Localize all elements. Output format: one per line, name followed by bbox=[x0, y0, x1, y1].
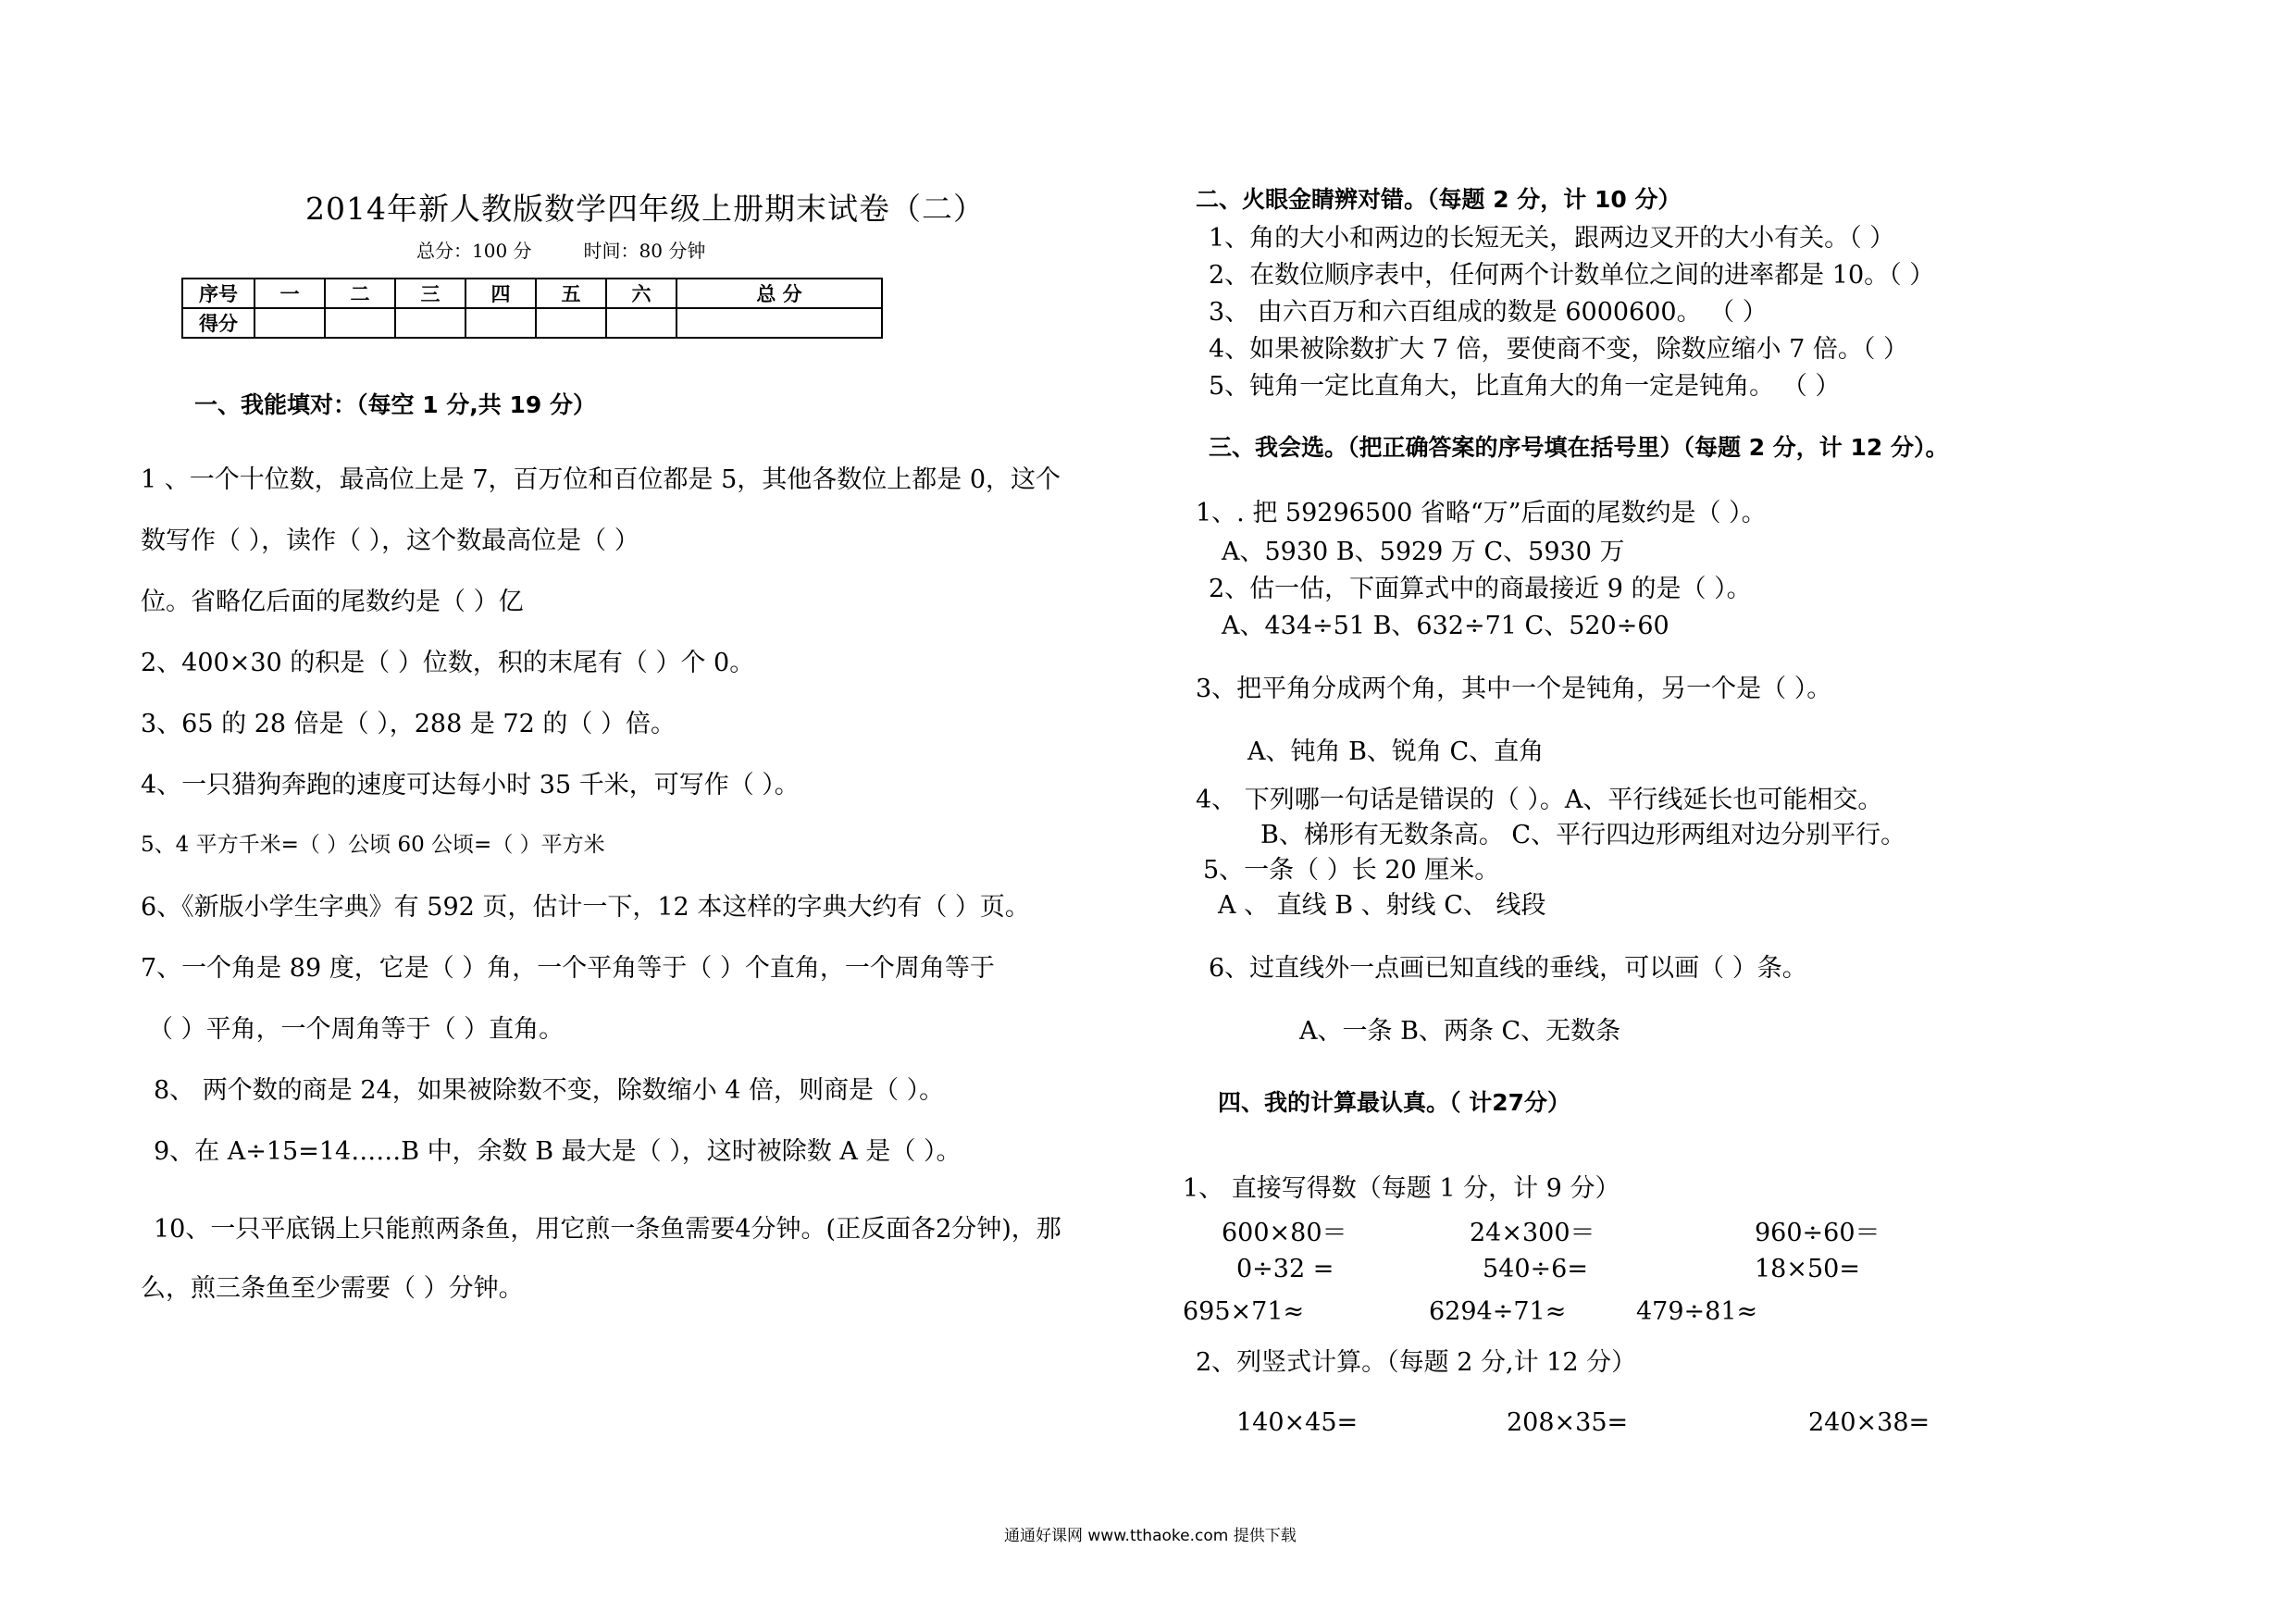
score-header-cell: 一 bbox=[254, 279, 325, 308]
score-cell bbox=[395, 308, 465, 338]
section2-item: 3、 由六百万和六百组成的数是 6000600。 （ ） bbox=[1209, 298, 1768, 327]
section3-line: 5、一条（ ）长 20 厘米。 bbox=[1203, 856, 1500, 885]
calc-item: 695×71≈ bbox=[1183, 1297, 1305, 1326]
score-table-header-row bbox=[182, 279, 882, 308]
exam-info bbox=[416, 236, 757, 263]
section2-item: 4、如果被除数扩大 7 倍，要使商不变，除数应缩小 7 倍。（ ） bbox=[1209, 335, 1908, 364]
section3-line: A、一条 B、两条 C、无数条 bbox=[1299, 1017, 1621, 1046]
section1-line: 3、65 的 28 倍是（ ），288 是 72 的（ ）倍。 bbox=[141, 710, 676, 738]
score-row-label: 得分 bbox=[182, 308, 254, 338]
section1-line: 10、一只平底锅上只能煎两条鱼，用它煎一条鱼需要4分钟。(正反面各2分钟)，那 bbox=[154, 1215, 1061, 1244]
score-cell bbox=[325, 308, 395, 338]
score-cell bbox=[606, 308, 676, 338]
score-cell bbox=[465, 308, 536, 338]
page-title: 2014年新人教版数学四年级上册期末试卷（二） bbox=[305, 191, 985, 227]
score-header-cell: 二 bbox=[325, 279, 395, 308]
section1-line: 2、400×30 的积是（ ）位数，积的末尾有（ ）个 0。 bbox=[141, 649, 755, 677]
section3-line: A、5930 B、5929 万 C、5930 万 bbox=[1222, 538, 1625, 566]
score-cell bbox=[254, 308, 325, 338]
score-header-cell: 三 bbox=[395, 279, 465, 308]
section3-heading: 三、我会选。（把正确答案的序号填在括号里）（每题 2 分，计 12 分）。 bbox=[1209, 434, 1949, 461]
section4-heading: 四、我的计算最认真。（ 计27分） bbox=[1218, 1089, 1570, 1116]
score-header-cell: 四 bbox=[465, 279, 536, 308]
score-header-cell: 六 bbox=[606, 279, 676, 308]
score-cell bbox=[536, 308, 606, 338]
section3-line: 3、把平角分成两个角，其中一个是钝角，另一个是（ ）。 bbox=[1196, 675, 1832, 703]
section1-line: 1 、一个十位数，最高位上是 7，百万位和百位都是 5，其他各数位上都是 0，这个 bbox=[141, 465, 1061, 494]
calc-item: 6294÷71≈ bbox=[1429, 1297, 1567, 1326]
calc-item: 540÷6= bbox=[1483, 1255, 1588, 1283]
calc-item: 600×80＝ bbox=[1222, 1219, 1347, 1247]
section3-line: A、钝角 B、锐角 C、直角 bbox=[1247, 737, 1545, 766]
section1-line: 9、在 A÷15=14……B 中，余数 B 最大是（ ），这时被除数 A 是（ ）。 bbox=[154, 1137, 962, 1166]
section1-line: （ ）平角，一个周角等于（ ）直角。 bbox=[148, 1015, 565, 1044]
section1-line: 位。省略亿后面的尾数约是（ ）亿 bbox=[141, 588, 524, 616]
score-table-score-row bbox=[182, 308, 882, 338]
footer-text: 通通好课网 www.tthaoke.com 提供下载 bbox=[1004, 1527, 1297, 1545]
section3-line: 2、估一估，下面算式中的商最接近 9 的是（ ）。 bbox=[1209, 575, 1752, 603]
section3-line: A、434÷51 B、632÷71 C、520÷60 bbox=[1222, 612, 1669, 640]
section1-line: 7、一个角是 89 度，它是（ ）角，一个平角等于（ ）个直角，一个周角等于 bbox=[141, 954, 995, 983]
score-header-cell: 总 分 bbox=[676, 279, 882, 308]
section3-line: A 、 直线 B 、射线 C、 线段 bbox=[1218, 891, 1546, 920]
calc-item: 0÷32 = bbox=[1236, 1255, 1334, 1283]
section2-item: 5、钝角一定比直角大，比直角大的角一定是钝角。 （ ） bbox=[1209, 372, 1841, 401]
calc-item: 140×45= bbox=[1236, 1408, 1359, 1437]
calc-item: 18×50= bbox=[1755, 1255, 1860, 1283]
calc-item: 960÷60＝ bbox=[1755, 1219, 1880, 1247]
section1-line: 数写作（ ），读作（ ），这个数最高位是（ ） bbox=[141, 527, 639, 555]
time-text: 时间：80 分钟 bbox=[583, 240, 706, 262]
score-cell bbox=[676, 308, 882, 338]
section3-line: 4、 下列哪一句话是错误的（ ）。A、平行线延长也可能相交。 bbox=[1196, 786, 1883, 814]
section3-line: 1、. 把 59296500 省略“万”后面的尾数约是（ ）。 bbox=[1196, 499, 1767, 527]
section1-line: 6、《新版小学生字典》有 592 页，估计一下，12 本这样的字典大约有（ ）页。 bbox=[141, 893, 1030, 922]
section1-heading: 一、我能填对：（每空 1 分,共 19 分） bbox=[194, 391, 596, 418]
section3-line: B、梯形有无数条高。 C、平行四边形两组对边分别平行。 bbox=[1260, 821, 1906, 849]
score-table bbox=[181, 278, 883, 339]
section1-line: 4、一只猎狗奔跑的速度可达每小时 35 千米，可写作（ ）。 bbox=[141, 771, 800, 799]
score-header-cell: 序号 bbox=[182, 279, 254, 308]
section1-line: 5、4 平方千米=（ ）公顷 60 公顷=（ ）平方米 bbox=[141, 833, 605, 857]
calc-item: 24×300＝ bbox=[1470, 1219, 1595, 1247]
total-score-text: 总分：100 分 bbox=[416, 240, 532, 262]
section3-line: 6、过直线外一点画已知直线的垂线，可以画（ ）条。 bbox=[1209, 954, 1807, 983]
section2-item: 1、角的大小和两边的长短无关，跟两边叉开的大小有关。（ ） bbox=[1209, 224, 1895, 253]
section1-line: 么，煎三条鱼至少需要（ ）分钟。 bbox=[141, 1274, 524, 1303]
section2-item: 2、在数位顺序表中，任何两个计数单位之间的进率都是 10。（ ） bbox=[1209, 261, 1935, 290]
section4-part2-label: 2、列竖式计算。（每题 2 分,计 12 分） bbox=[1196, 1348, 1637, 1377]
section2-heading: 二、火眼金睛辨对错。（每题 2 分，计 10 分） bbox=[1196, 186, 1682, 213]
section4-part1-label: 1、 直接写得数（每题 1 分，计 9 分） bbox=[1183, 1174, 1620, 1203]
calc-item: 208×35= bbox=[1507, 1408, 1629, 1437]
calc-item: 240×38= bbox=[1808, 1408, 1930, 1437]
calc-item: 479÷81≈ bbox=[1636, 1297, 1758, 1326]
score-header-cell: 五 bbox=[536, 279, 606, 308]
section1-line: 8、 两个数的商是 24，如果被除数不变，除数缩小 4 倍，则商是（ ）。 bbox=[154, 1076, 945, 1105]
